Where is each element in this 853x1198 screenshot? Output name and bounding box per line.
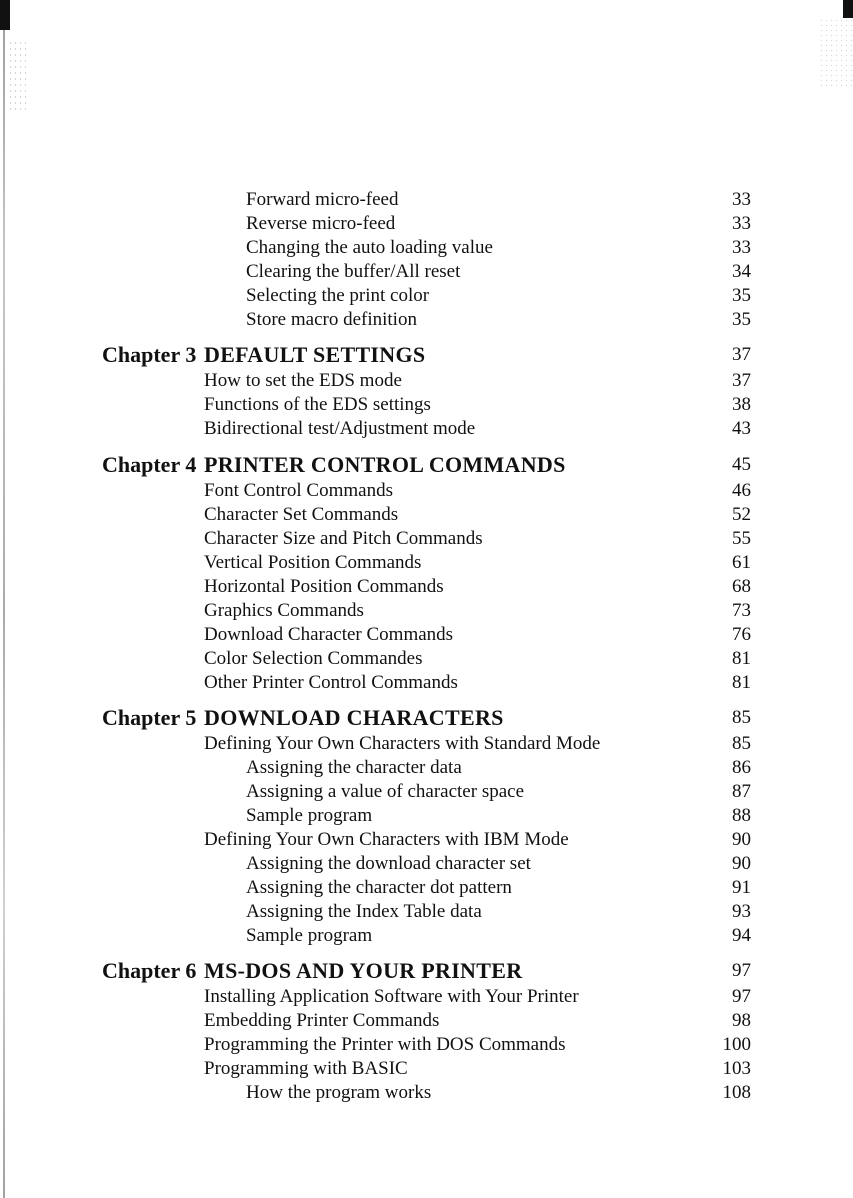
toc-entry-page: 94 bbox=[732, 925, 751, 946]
scan-speckle bbox=[819, 18, 853, 88]
chapter-label: Chapter 4 bbox=[102, 452, 197, 477]
toc-entry-title: Sample program bbox=[246, 925, 373, 946]
toc-entry bbox=[0, 670, 853, 696]
chapter-heading bbox=[0, 958, 853, 984]
toc-entry-page: 97 bbox=[732, 986, 751, 1007]
chapter-heading bbox=[0, 342, 853, 368]
toc-entry bbox=[0, 803, 853, 829]
toc-entry bbox=[0, 875, 853, 901]
toc-entry bbox=[0, 368, 853, 394]
toc-entry-page: 90 bbox=[732, 829, 751, 850]
toc-entry-page: 33 bbox=[732, 237, 751, 258]
scan-speckle bbox=[8, 40, 28, 110]
toc-entry-title: Other Printer Control Commands bbox=[204, 672, 458, 693]
toc-entry bbox=[0, 1032, 853, 1058]
toc-entry-title: Defining Your Own Characters with Standard Mode bbox=[204, 733, 601, 754]
toc-entry bbox=[0, 307, 853, 333]
toc-entry-title: Horizontal Position Commands bbox=[204, 576, 444, 597]
toc-entry bbox=[0, 574, 853, 600]
toc-entry bbox=[0, 851, 853, 877]
toc-entry-title: Color Selection Commandes bbox=[204, 648, 423, 669]
toc-entry-page: 43 bbox=[732, 418, 751, 439]
toc-entry-page: 33 bbox=[732, 189, 751, 210]
toc-entry bbox=[0, 923, 853, 949]
chapter-title: PRINTER CONTROL COMMANDS bbox=[204, 452, 566, 477]
toc-entry-page: 90 bbox=[732, 853, 751, 874]
toc-entry-page: 81 bbox=[732, 672, 751, 693]
toc-entry-page: 35 bbox=[732, 309, 751, 330]
chapter-heading bbox=[0, 705, 853, 731]
toc-entry bbox=[0, 478, 853, 504]
toc-entry-page: 68 bbox=[732, 576, 751, 597]
toc-entry-page: 55 bbox=[732, 528, 751, 549]
toc-entry bbox=[0, 259, 853, 285]
toc-entry bbox=[0, 187, 853, 213]
toc-entry-title: Embedding Printer Commands bbox=[204, 1010, 440, 1031]
toc-entry-title: Forward micro-feed bbox=[246, 189, 399, 210]
toc-entry-page: 61 bbox=[732, 552, 751, 573]
toc-entry-title: Clearing the buffer/All reset bbox=[246, 261, 461, 282]
toc-entry-title: Bidirectional test/Adjustment mode bbox=[204, 418, 476, 439]
toc-entry bbox=[0, 899, 853, 925]
toc-entry-title: Character Size and Pitch Commands bbox=[204, 528, 483, 549]
toc-entry-title: Graphics Commands bbox=[204, 600, 364, 621]
toc-entry-page: 33 bbox=[732, 213, 751, 234]
toc-entry-title: Assigning the Index Table data bbox=[246, 901, 482, 922]
chapter-page: 97 bbox=[732, 960, 751, 981]
chapter-page: 37 bbox=[732, 344, 751, 365]
chapter-page: 85 bbox=[732, 707, 751, 728]
toc-entry-page: 35 bbox=[732, 285, 751, 306]
toc-entry-page: 98 bbox=[732, 1010, 751, 1031]
toc-entry-page: 103 bbox=[722, 1058, 751, 1079]
toc-entry-page: 46 bbox=[732, 480, 751, 501]
toc-entry bbox=[0, 235, 853, 261]
scan-corner-mark-left bbox=[0, 0, 10, 30]
toc-entry bbox=[0, 731, 853, 757]
toc-entry-page: 76 bbox=[732, 624, 751, 645]
toc-entry bbox=[0, 211, 853, 237]
toc-entry bbox=[0, 283, 853, 309]
toc-entry-title: Assigning the download character set bbox=[246, 853, 531, 874]
toc-entry bbox=[0, 550, 853, 576]
chapter-title: MS-DOS AND YOUR PRINTER bbox=[204, 958, 523, 983]
toc-entry-page: 86 bbox=[732, 757, 751, 778]
toc-entry-title: How to set the EDS mode bbox=[204, 370, 402, 391]
toc-entry bbox=[0, 755, 853, 781]
toc-entry bbox=[0, 1008, 853, 1034]
toc-entry-title: Character Set Commands bbox=[204, 504, 399, 525]
toc-entry bbox=[0, 779, 853, 805]
toc-entry-page: 85 bbox=[732, 733, 751, 754]
toc-entry-title: Assigning the character dot pattern bbox=[246, 877, 512, 898]
toc-entry-title: Selecting the print color bbox=[246, 285, 430, 306]
toc-entry bbox=[0, 827, 853, 853]
toc-entry-title: Vertical Position Commands bbox=[204, 552, 422, 573]
toc-entry-page: 37 bbox=[732, 370, 751, 391]
toc-entry-title: Sample program bbox=[246, 805, 373, 826]
toc-entry-page: 91 bbox=[732, 877, 751, 898]
toc-entry-title: Assigning the character data bbox=[246, 757, 462, 778]
chapter-label: Chapter 3 bbox=[102, 342, 197, 367]
toc-entry-page: 88 bbox=[732, 805, 751, 826]
toc-entry-page: 93 bbox=[732, 901, 751, 922]
chapter-title: DEFAULT SETTINGS bbox=[204, 342, 426, 367]
toc-entry-title: Functions of the EDS settings bbox=[204, 394, 431, 415]
toc-entry-page: 108 bbox=[722, 1082, 751, 1103]
toc-entry-title: Font Control Commands bbox=[204, 480, 393, 501]
toc-entry bbox=[0, 1056, 853, 1082]
chapter-title: DOWNLOAD CHARACTERS bbox=[204, 705, 504, 730]
toc-entry-page: 100 bbox=[722, 1034, 751, 1055]
toc-entry-title: Defining Your Own Characters with IBM Mode bbox=[204, 829, 569, 850]
toc-entry bbox=[0, 1080, 853, 1106]
toc-entry-title: Installing Application Software with Your Printer bbox=[204, 986, 579, 1007]
chapter-label: Chapter 6 bbox=[102, 958, 197, 983]
toc-entry bbox=[0, 392, 853, 418]
toc-entry bbox=[0, 526, 853, 552]
toc-entry-page: 73 bbox=[732, 600, 751, 621]
toc-entry bbox=[0, 984, 853, 1010]
toc-entry-page: 38 bbox=[732, 394, 751, 415]
toc-entry bbox=[0, 598, 853, 624]
toc-entry-title: Store macro definition bbox=[246, 309, 417, 330]
toc-entry bbox=[0, 646, 853, 672]
toc-entry-title: Changing the auto loading value bbox=[246, 237, 493, 258]
chapter-page: 45 bbox=[732, 454, 751, 475]
toc-entry-page: 81 bbox=[732, 648, 751, 669]
scan-corner-mark-right bbox=[843, 0, 853, 18]
toc-entry-page: 52 bbox=[732, 504, 751, 525]
toc-entry-page: 87 bbox=[732, 781, 751, 802]
toc-entry bbox=[0, 502, 853, 528]
toc-entry-title: Reverse micro-feed bbox=[246, 213, 396, 234]
toc-entry-title: Assigning a value of character space bbox=[246, 781, 525, 802]
toc-entry-title: How the program works bbox=[246, 1082, 432, 1103]
toc-entry bbox=[0, 622, 853, 648]
chapter-label: Chapter 5 bbox=[102, 705, 197, 730]
toc-entry bbox=[0, 416, 853, 442]
toc-entry-title: Programming with BASIC bbox=[204, 1058, 408, 1079]
toc-entry-page: 34 bbox=[732, 261, 751, 282]
chapter-heading bbox=[0, 452, 853, 478]
toc-entry-title: Programming the Printer with DOS Commands bbox=[204, 1034, 566, 1055]
toc-entry-title: Download Character Commands bbox=[204, 624, 454, 645]
